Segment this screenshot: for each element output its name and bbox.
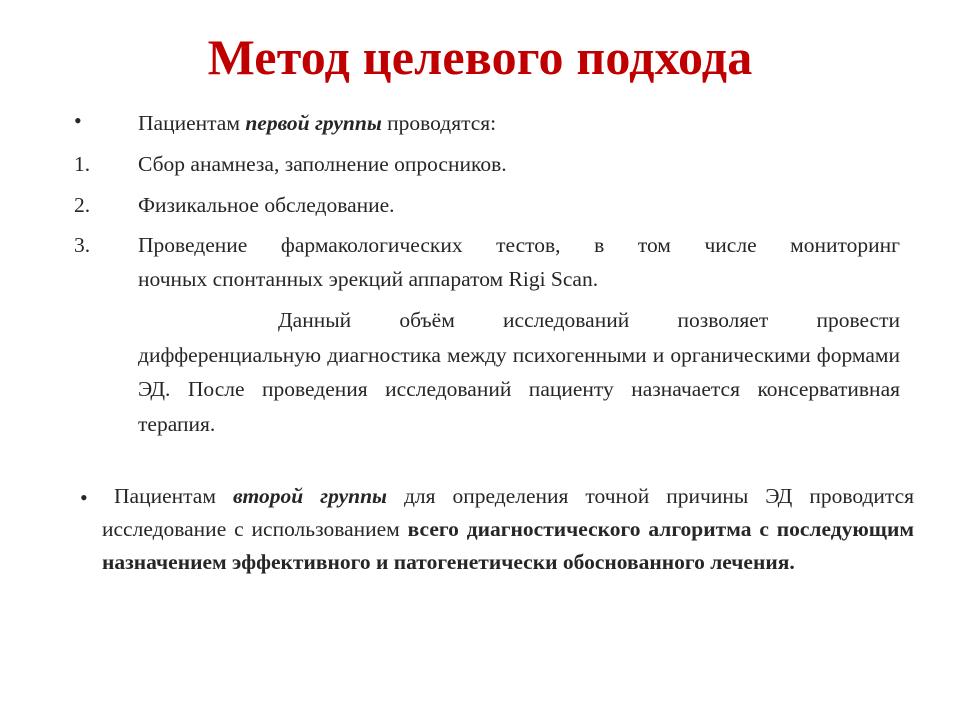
group2-paragraph <box>102 480 914 579</box>
list-marker-1: 1. <box>74 152 91 176</box>
group1-emphasis: первой группы <box>245 111 382 135</box>
group1-summary: Данный объём исследований позволяет провести дифференциальную диагностика между психогенными и органическими формами ЭД. После проведения исследований пациенту назначается консервативная терапия. <box>138 308 900 436</box>
list-item-2: Физикальное обследование. <box>138 193 395 217</box>
group2-before: Пациентам <box>114 484 233 508</box>
group1-intro-before: Пациентам <box>138 111 246 135</box>
list-item-1: Сбор анамнеза, заполнение опросников. <box>138 152 507 176</box>
list-item-3-line1: Проведение фармакологических тестов, в том числе мониторинг <box>138 233 900 257</box>
group1-intro-after: проводятся: <box>381 111 497 135</box>
bullet-marker: • <box>74 108 82 133</box>
group1-intro <box>138 106 900 140</box>
group2-bold-tail: всего диагностического алгоритма с последующим назначением эффективного и патогенетически обоснованного лечения. <box>102 517 914 574</box>
list-marker-3: 3. <box>74 233 91 257</box>
list-marker-2: 2. <box>74 193 91 217</box>
list-item-3-line2: ночных спонтанных эрекций аппаратом Rigi Scan. <box>138 267 599 291</box>
slide-title: Метод целевого подхода <box>207 29 753 85</box>
group2-middle: для определения точной причины ЭД проводится исследование с использованием <box>102 484 915 541</box>
bullet-marker: • <box>80 485 88 510</box>
group2-emphasis: второй группы <box>232 484 387 508</box>
